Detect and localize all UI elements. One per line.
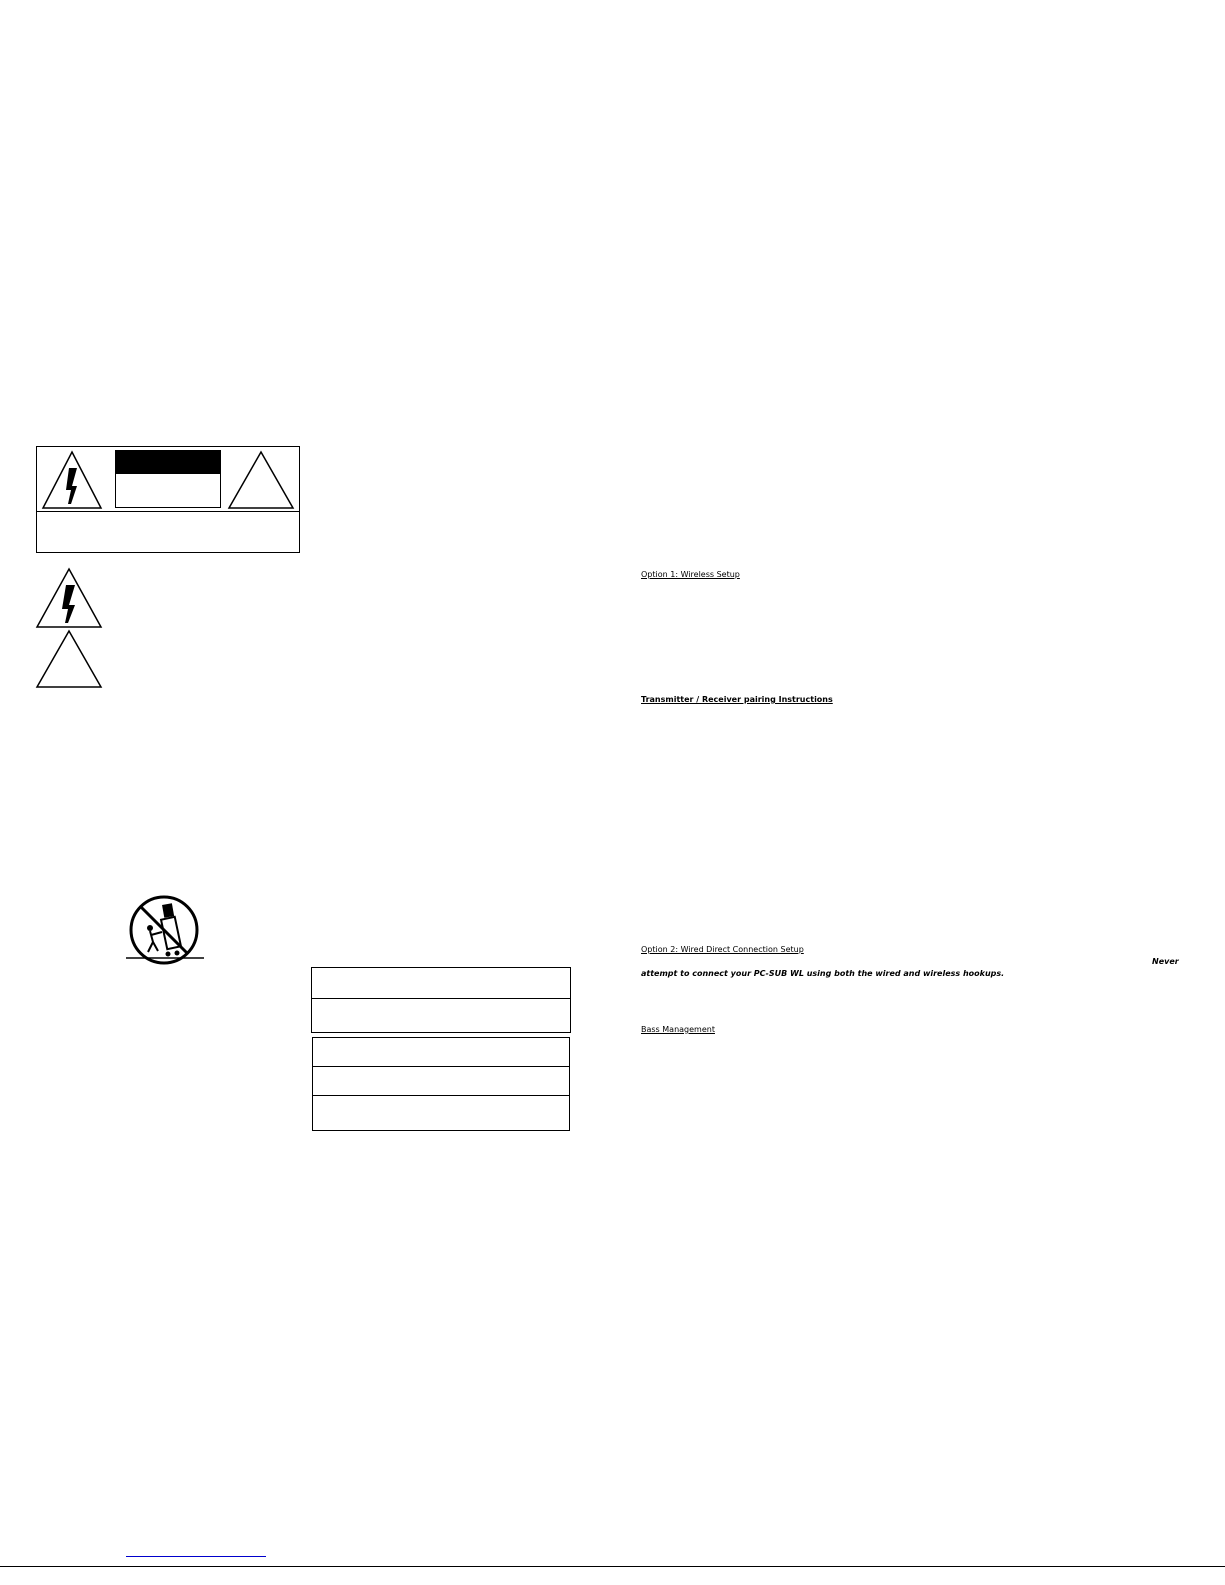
caution-label <box>36 446 300 553</box>
bass-management-heading: Bass Management <box>641 1025 715 1034</box>
table-row <box>312 968 570 999</box>
table-row <box>313 1096 569 1132</box>
caution-triangle-icon <box>227 450 295 510</box>
table-row <box>312 999 570 1033</box>
info-table-lower <box>312 1037 570 1131</box>
option2-heading: Option 2: Wired Direct Connection Setup <box>641 945 804 954</box>
lightning-warning-icon <box>41 450 103 510</box>
caution-banner <box>115 450 221 508</box>
table-row <box>313 1038 569 1067</box>
pairing-instructions-heading: Transmitter / Receiver pairing Instructions <box>641 695 833 704</box>
never-warning-word: Never <box>1152 957 1179 966</box>
never-warning-sentence: attempt to connect your PC-SUB WL using both the wired and wireless hookups. <box>641 969 1005 978</box>
caution-label-divider <box>37 511 299 512</box>
footer-link-underline[interactable] <box>126 1556 266 1557</box>
caution-triangle-icon <box>35 629 103 689</box>
info-table-upper <box>311 967 571 1033</box>
no-cart-tipping-icon <box>126 894 204 968</box>
lightning-warning-icon <box>35 567 103 629</box>
table-row <box>313 1067 569 1096</box>
caution-banner-black-band <box>116 451 220 474</box>
option1-heading: Option 1: Wireless Setup <box>641 570 740 579</box>
page-bottom-rule <box>0 1566 1225 1567</box>
